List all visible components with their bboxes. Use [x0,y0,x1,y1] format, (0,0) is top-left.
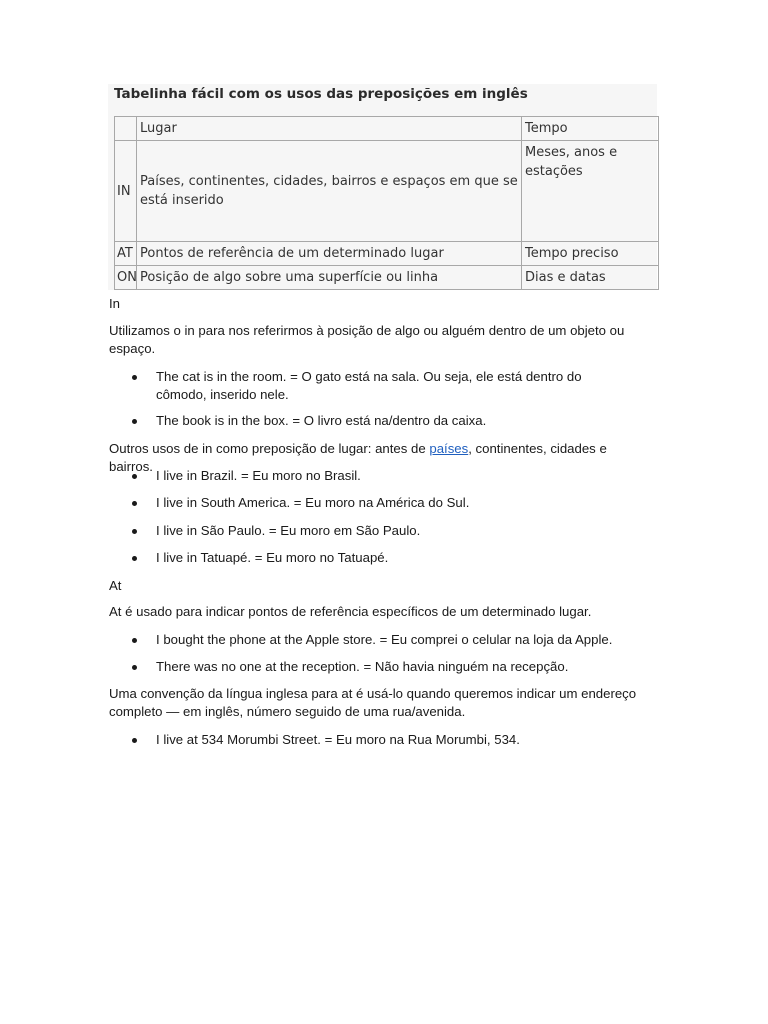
header-cell-lugar: Lugar [137,117,522,141]
list-item-text: I live in São Paulo. = Eu moro em São Paulo. [156,523,421,538]
bullet-icon [132,501,137,506]
list-item-text: There was no one at the reception. = Não havia ninguém na recepção. [156,659,569,674]
list-item-text: I live in South America. = Eu moro na América do Sul. [156,495,470,510]
table-row [115,242,659,266]
bullet-icon [132,529,137,534]
bullet-icon [132,665,137,670]
row-key-at: AT [115,242,137,266]
at-heading: At [109,578,122,593]
prepositions-table-image [108,84,657,290]
row-lugar-on: Posição de algo sobre uma superfície ou linha [137,266,522,290]
at-convention-paragraph: Uma convenção da língua inglesa para at é usá-lo quando queremos indicar um endereço completo — em inglês, número seguido de uma rua/avenida. [109,686,637,719]
list-item-text: I bought the phone at the Apple store. = Eu comprei o celular na loja da Apple. [156,632,613,647]
bullet-icon [132,738,137,743]
bullet-icon [132,375,137,380]
row-lugar-in: Países, continentes, cidades, bairros e espaços em que se está inserido [137,141,522,242]
table-row [115,266,659,290]
row-key-in: IN [115,141,137,242]
list-item-text: I live in Tatuapé. = Eu moro no Tatuapé. [156,550,389,565]
row-tempo-in: Meses, anos e estações [522,141,659,242]
bullet-icon [132,638,137,643]
header-cell-tempo: Tempo [522,117,659,141]
in-intro-paragraph: Utilizamos o in para nos referirmos à posição de algo ou alguém dentro de um objeto ou espaço. [109,323,625,356]
prepositions-table [114,116,659,290]
paises-link[interactable]: países [429,441,469,456]
row-lugar-at: Pontos de referência de um determinado lugar [137,242,522,266]
list-item-text: The cat is in the room. = O gato está na sala. Ou seja, ele está dentro do cômodo, inserido nele. [156,369,582,402]
list-item-text: I live in Brazil. = Eu moro no Brasil. [156,468,361,483]
bullet-icon [132,419,137,424]
list-item-text: I live at 534 Morumbi Street. = Eu moro na Rua Morumbi, 534. [156,732,520,747]
bullet-icon [132,474,137,479]
list-item-text: The book is in the box. = O livro está na/dentro da caixa. [156,413,487,428]
row-tempo-at: Tempo preciso [522,242,659,266]
header-cell-empty [115,117,137,141]
row-tempo-on: Dias e datas [522,266,659,290]
table-row [115,141,659,242]
in-other-text-before: Outros usos de in como preposição de lugar: antes de [109,441,430,456]
table-header-row [115,117,659,141]
row-key-on: ON [115,266,137,290]
table-title: Tabelinha fácil com os usos das preposições em inglês [114,86,528,102]
in-other-text-after: , continentes, cidades e bairros. [109,441,607,474]
at-intro-paragraph: At é usado para indicar pontos de referência específicos de um determinado lugar. [109,604,592,619]
in-heading: In [109,296,120,311]
bullet-icon [132,556,137,561]
